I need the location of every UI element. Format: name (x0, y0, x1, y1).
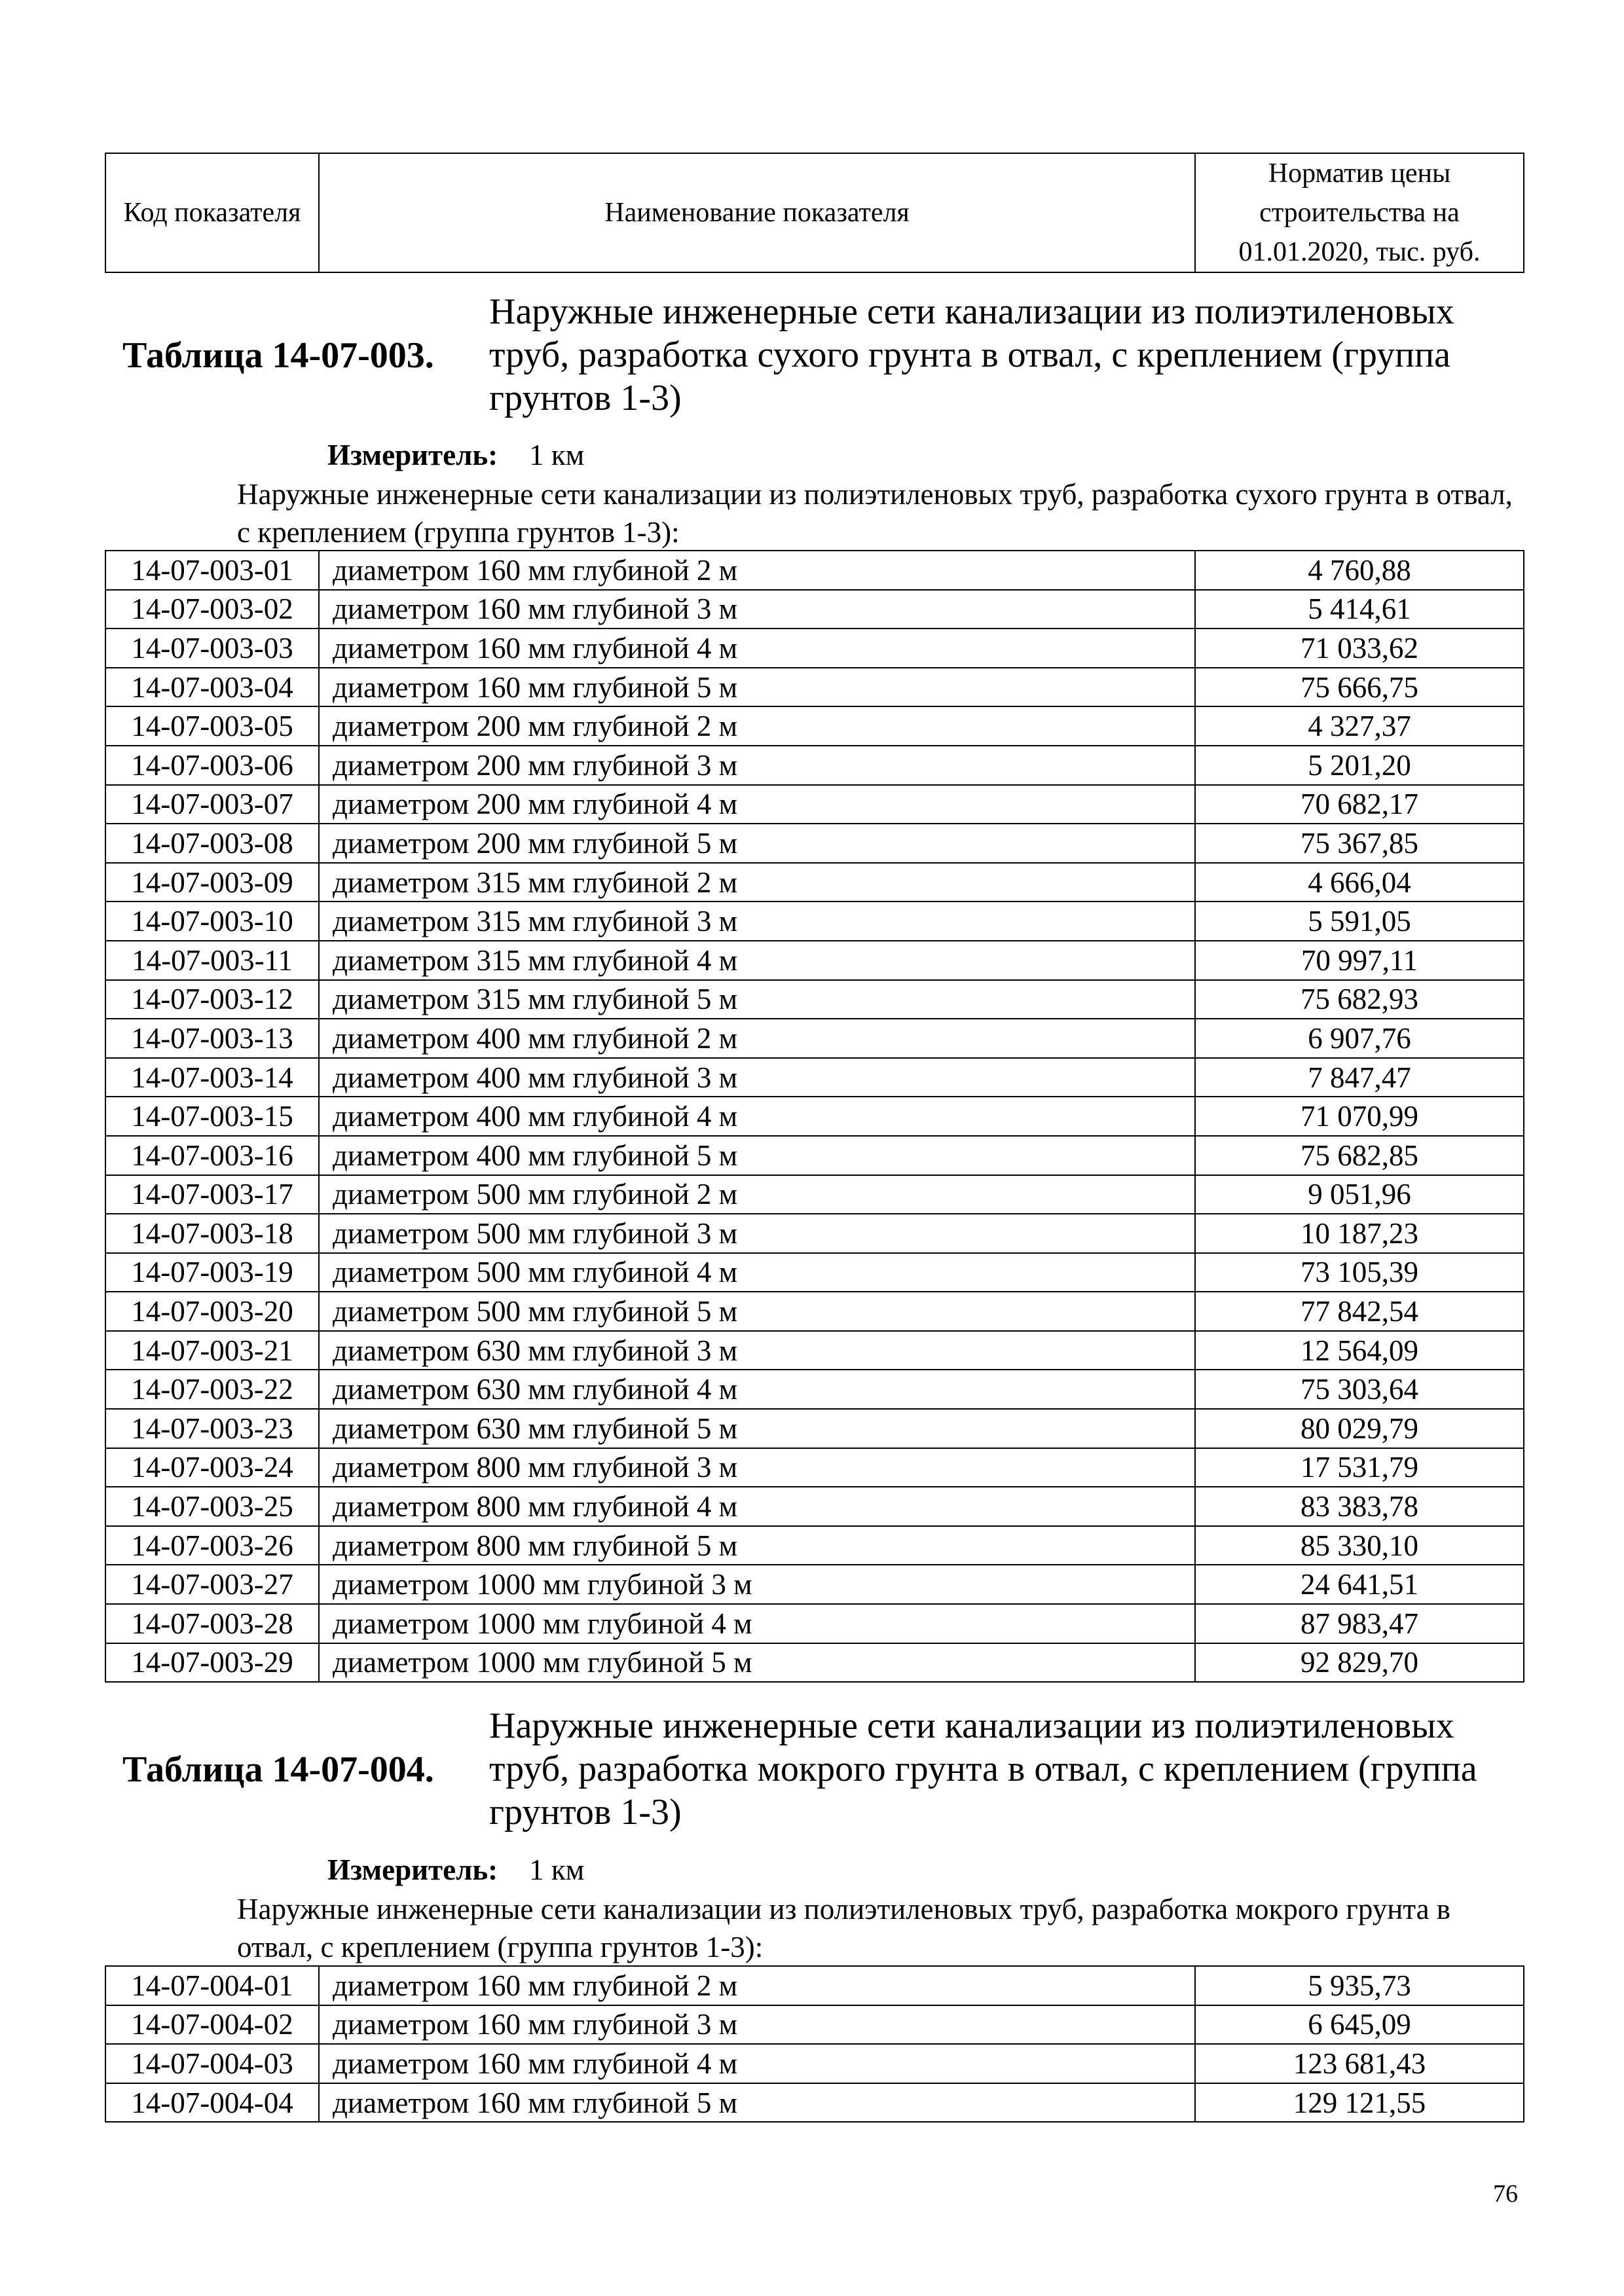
row-code: 14-07-003-09 (105, 863, 319, 902)
row-code: 14-07-003-18 (105, 1214, 319, 1253)
row-price: 7 847,47 (1195, 1058, 1524, 1097)
row-code: 14-07-003-01 (105, 551, 319, 590)
row-name: диаметром 315 мм глубиной 3 м (319, 902, 1195, 941)
row-code: 14-07-003-21 (105, 1331, 319, 1370)
row-code: 14-07-003-03 (105, 629, 319, 668)
table-row (105, 1253, 1524, 1292)
row-name: диаметром 160 мм глубиной 2 м (319, 1966, 1195, 2005)
row-code: 14-07-003-14 (105, 1058, 319, 1097)
table-description: Наружные инженерные сети канализации из полиэтиленовых труб, разработка сухого грунта в отвал, с креплением (группа грунтов 1-3) (489, 291, 1454, 418)
row-code: 14-07-003-23 (105, 1409, 319, 1448)
row-code: 14-07-003-02 (105, 590, 319, 629)
row-price: 123 681,43 (1195, 2044, 1524, 2083)
row-name: диаметром 1000 мм глубиной 5 м (319, 1643, 1195, 1683)
row-price: 75 682,93 (1195, 980, 1524, 1019)
row-price: 83 383,78 (1195, 1487, 1524, 1526)
row-name: диаметром 200 мм глубиной 3 м (319, 746, 1195, 785)
row-price: 5 935,73 (1195, 1966, 1524, 2005)
row-name: диаметром 630 мм глубиной 3 м (319, 1331, 1195, 1370)
row-price: 6 907,76 (1195, 1019, 1524, 1058)
row-name: диаметром 800 мм глубиной 3 м (319, 1448, 1195, 1487)
row-price: 92 829,70 (1195, 1643, 1524, 1683)
table-row (105, 1604, 1524, 1643)
row-price: 5 201,20 (1195, 746, 1524, 785)
row-price: 129 121,55 (1195, 2083, 1524, 2123)
row-code: 14-07-003-28 (105, 1604, 319, 1643)
group-description: Наружные инженерные сети канализации из полиэтиленовых труб, разработка мокрого грунта в отвал, с креплением (группа грунтов 1-3): (237, 1893, 1451, 1963)
row-price: 71 033,62 (1195, 629, 1524, 668)
row-code: 14-07-003-20 (105, 1292, 319, 1331)
row-code: 14-07-003-17 (105, 1175, 319, 1214)
row-price: 70 682,17 (1195, 785, 1524, 824)
row-name: диаметром 315 мм глубиной 2 м (319, 863, 1195, 902)
row-price: 4 666,04 (1195, 863, 1524, 902)
table-row (105, 1643, 1524, 1683)
table-title: Таблица 14-07-004. (122, 1749, 434, 1790)
row-code: 14-07-004-03 (105, 2044, 319, 2083)
row-code: 14-07-003-19 (105, 1253, 319, 1292)
row-name: диаметром 200 мм глубиной 4 м (319, 785, 1195, 824)
table-row (105, 902, 1524, 941)
row-price: 75 303,64 (1195, 1370, 1524, 1409)
row-name: диаметром 800 мм глубиной 4 м (319, 1487, 1195, 1526)
row-code: 14-07-004-01 (105, 1966, 319, 2005)
table-row (105, 668, 1524, 707)
unit-value: 1 км (529, 439, 585, 471)
row-code: 14-07-003-07 (105, 785, 319, 824)
row-code: 14-07-003-13 (105, 1019, 319, 1058)
table-row (105, 706, 1524, 746)
row-code: 14-07-003-26 (105, 1526, 319, 1565)
row-price: 24 641,51 (1195, 1565, 1524, 1604)
price-table (105, 550, 1524, 1683)
row-name: диаметром 200 мм глубиной 5 м (319, 824, 1195, 863)
row-price: 5 414,61 (1195, 590, 1524, 629)
row-name: диаметром 160 мм глубиной 4 м (319, 629, 1195, 668)
table-row (105, 551, 1524, 590)
table-row (105, 2005, 1524, 2045)
row-name: диаметром 500 мм глубиной 3 м (319, 1214, 1195, 1253)
table-row (105, 2083, 1524, 2123)
table-row (105, 590, 1524, 629)
row-price: 17 531,79 (1195, 1448, 1524, 1487)
row-code: 14-07-003-25 (105, 1487, 319, 1526)
table-title: Таблица 14-07-003. (122, 335, 434, 376)
row-price: 4 327,37 (1195, 706, 1524, 746)
row-code: 14-07-003-08 (105, 824, 319, 863)
row-price: 75 682,85 (1195, 1136, 1524, 1175)
table-row (105, 1331, 1524, 1370)
table-row (105, 1136, 1524, 1175)
table-row (105, 1292, 1524, 1331)
row-name: диаметром 800 мм глубиной 5 м (319, 1526, 1195, 1565)
column-header-row (105, 153, 1524, 272)
row-name: диаметром 160 мм глубиной 4 м (319, 2044, 1195, 2083)
group-description: Наружные инженерные сети канализации из полиэтиленовых труб, разработка сухого грунта в отвал, с креплением (группа грунтов 1-3): (237, 478, 1513, 549)
table-row (105, 1526, 1524, 1565)
row-name: диаметром 630 мм глубиной 5 м (319, 1409, 1195, 1448)
row-name: диаметром 500 мм глубиной 5 м (319, 1292, 1195, 1331)
row-name: диаметром 400 мм глубиной 3 м (319, 1058, 1195, 1097)
table-row (105, 1058, 1524, 1097)
table-row (105, 1487, 1524, 1526)
row-name: диаметром 160 мм глубиной 3 м (319, 590, 1195, 629)
row-name: диаметром 1000 мм глубиной 3 м (319, 1565, 1195, 1604)
row-price: 85 330,10 (1195, 1526, 1524, 1565)
row-price: 77 842,54 (1195, 1292, 1524, 1331)
table-row (105, 746, 1524, 785)
row-price: 73 105,39 (1195, 1253, 1524, 1292)
row-code: 14-07-004-02 (105, 2005, 319, 2045)
row-code: 14-07-003-16 (105, 1136, 319, 1175)
header-price: Норматив цены строительства на 01.01.2020, тыс. руб. (1195, 153, 1524, 272)
table-row (105, 941, 1524, 980)
page-number: 76 (1493, 2180, 1518, 2208)
unit-line (327, 437, 584, 473)
row-code: 14-07-003-24 (105, 1448, 319, 1487)
table-row (105, 824, 1524, 863)
row-price: 6 645,09 (1195, 2005, 1524, 2045)
table-row (105, 1370, 1524, 1409)
table-row (105, 863, 1524, 902)
row-code: 14-07-003-04 (105, 668, 319, 707)
row-price: 80 029,79 (1195, 1409, 1524, 1448)
row-code: 14-07-003-27 (105, 1565, 319, 1604)
row-name: диаметром 160 мм глубиной 2 м (319, 551, 1195, 590)
table-row (105, 1097, 1524, 1136)
row-name: диаметром 500 мм глубиной 4 м (319, 1253, 1195, 1292)
table-row (105, 629, 1524, 668)
table-row (105, 980, 1524, 1019)
table-row (105, 1966, 1524, 2005)
row-name: диаметром 200 мм глубиной 2 м (319, 706, 1195, 746)
row-name: диаметром 630 мм глубиной 4 м (319, 1370, 1195, 1409)
row-name: диаметром 400 мм глубиной 2 м (319, 1019, 1195, 1058)
table-description: Наружные инженерные сети канализации из полиэтиленовых труб, разработка мокрого грунта в отвал, с креплением (группа грунтов 1-3) (489, 1705, 1477, 1832)
unit-label: Измеритель: (327, 1853, 498, 1886)
row-code: 14-07-003-06 (105, 746, 319, 785)
row-code: 14-07-004-04 (105, 2083, 319, 2123)
row-code: 14-07-003-05 (105, 706, 319, 746)
row-name: диаметром 160 мм глубиной 3 м (319, 2005, 1195, 2045)
row-name: диаметром 315 мм глубиной 4 м (319, 941, 1195, 980)
row-name: диаметром 160 мм глубиной 5 м (319, 2083, 1195, 2123)
row-name: диаметром 160 мм глубиной 5 м (319, 668, 1195, 707)
row-price: 87 983,47 (1195, 1604, 1524, 1643)
header-name: Наименование показателя (319, 153, 1195, 272)
table-row (105, 1565, 1524, 1604)
price-table (105, 1965, 1524, 2123)
row-price: 75 666,75 (1195, 668, 1524, 707)
row-price: 9 051,96 (1195, 1175, 1524, 1214)
table-row (105, 785, 1524, 824)
row-price: 70 997,11 (1195, 941, 1524, 980)
row-price: 10 187,23 (1195, 1214, 1524, 1253)
row-price: 5 591,05 (1195, 902, 1524, 941)
unit-label: Измеритель: (327, 439, 498, 471)
row-price: 75 367,85 (1195, 824, 1524, 863)
table-row (105, 1019, 1524, 1058)
table-row (105, 1448, 1524, 1487)
row-name: диаметром 400 мм глубиной 4 м (319, 1097, 1195, 1136)
row-name: диаметром 400 мм глубиной 5 м (319, 1136, 1195, 1175)
table-row (105, 1214, 1524, 1253)
row-name: диаметром 315 мм глубиной 5 м (319, 980, 1195, 1019)
row-code: 14-07-003-12 (105, 980, 319, 1019)
row-name: диаметром 500 мм глубиной 2 м (319, 1175, 1195, 1214)
table-row (105, 2044, 1524, 2083)
unit-line (327, 1851, 584, 1888)
row-code: 14-07-003-10 (105, 902, 319, 941)
table-row (105, 1175, 1524, 1214)
row-price: 4 760,88 (1195, 551, 1524, 590)
row-code: 14-07-003-15 (105, 1097, 319, 1136)
table-row (105, 1409, 1524, 1448)
row-price: 71 070,99 (1195, 1097, 1524, 1136)
row-code: 14-07-003-22 (105, 1370, 319, 1409)
header-code: Код показателя (105, 153, 319, 272)
unit-value: 1 км (529, 1853, 585, 1886)
row-code: 14-07-003-29 (105, 1643, 319, 1683)
row-name: диаметром 1000 мм глубиной 4 м (319, 1604, 1195, 1643)
column-header-table (105, 153, 1524, 273)
row-code: 14-07-003-11 (105, 941, 319, 980)
row-price: 12 564,09 (1195, 1331, 1524, 1370)
